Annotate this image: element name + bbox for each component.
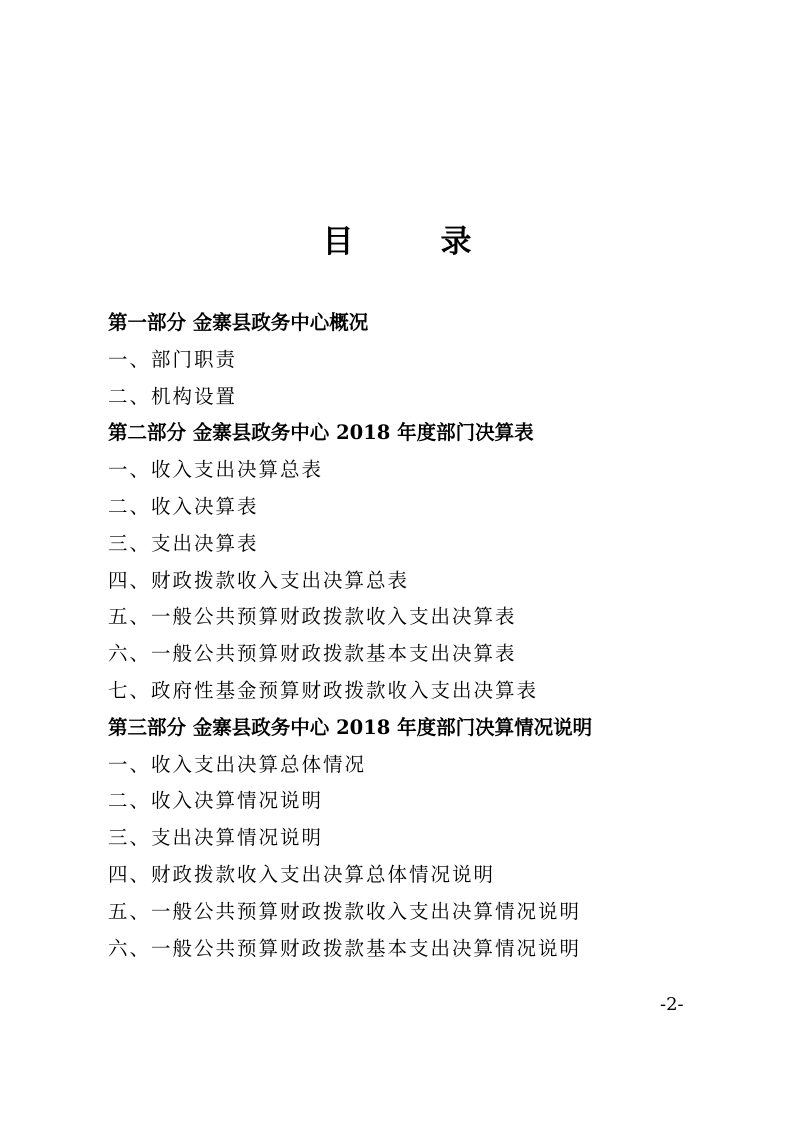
toc-item: 四、财政拨款收入支出决算总体情况说明 xyxy=(108,862,496,886)
toc-item: 二、收入决算情况说明 xyxy=(108,789,324,813)
toc-item: 二、收入决算表 xyxy=(108,494,259,518)
toc-item: 三、支出决算表 xyxy=(108,531,259,555)
toc-item: 六、一般公共预算财政拨款基本支出决算情况说明 xyxy=(108,936,582,960)
toc-part-heading: 第一部分 金寨县政务中心概况 xyxy=(108,311,369,334)
table-of-contents xyxy=(108,305,748,967)
toc-item: 二、机构设置 xyxy=(108,384,238,408)
toc-item: 五、一般公共预算财政拨款收入支出决算情况说明 xyxy=(108,899,582,923)
toc-item: 一、收入支出决算总体情况 xyxy=(108,752,367,776)
toc-part-heading: 第三部分 金寨县政务中心 2018 年度部门决算情况说明 xyxy=(108,715,593,739)
toc-item: 七、政府性基金预算财政拨款收入支出决算表 xyxy=(108,678,539,702)
toc-item: 五、一般公共预算财政拨款收入支出决算表 xyxy=(108,605,517,629)
toc-item: 一、收入支出决算总表 xyxy=(108,458,324,482)
toc-item: 三、支出决算情况说明 xyxy=(108,826,324,850)
page-title: 目 录 xyxy=(322,224,500,260)
toc-item: 六、一般公共预算财政拨款基本支出决算表 xyxy=(108,642,517,666)
page-number: -2- xyxy=(660,994,684,1015)
toc-item: 四、财政拨款收入支出决算总表 xyxy=(108,568,410,592)
toc-item: 一、部门职责 xyxy=(108,347,238,371)
toc-part-heading: 第二部分 金寨县政务中心 2018 年度部门决算表 xyxy=(108,421,534,445)
